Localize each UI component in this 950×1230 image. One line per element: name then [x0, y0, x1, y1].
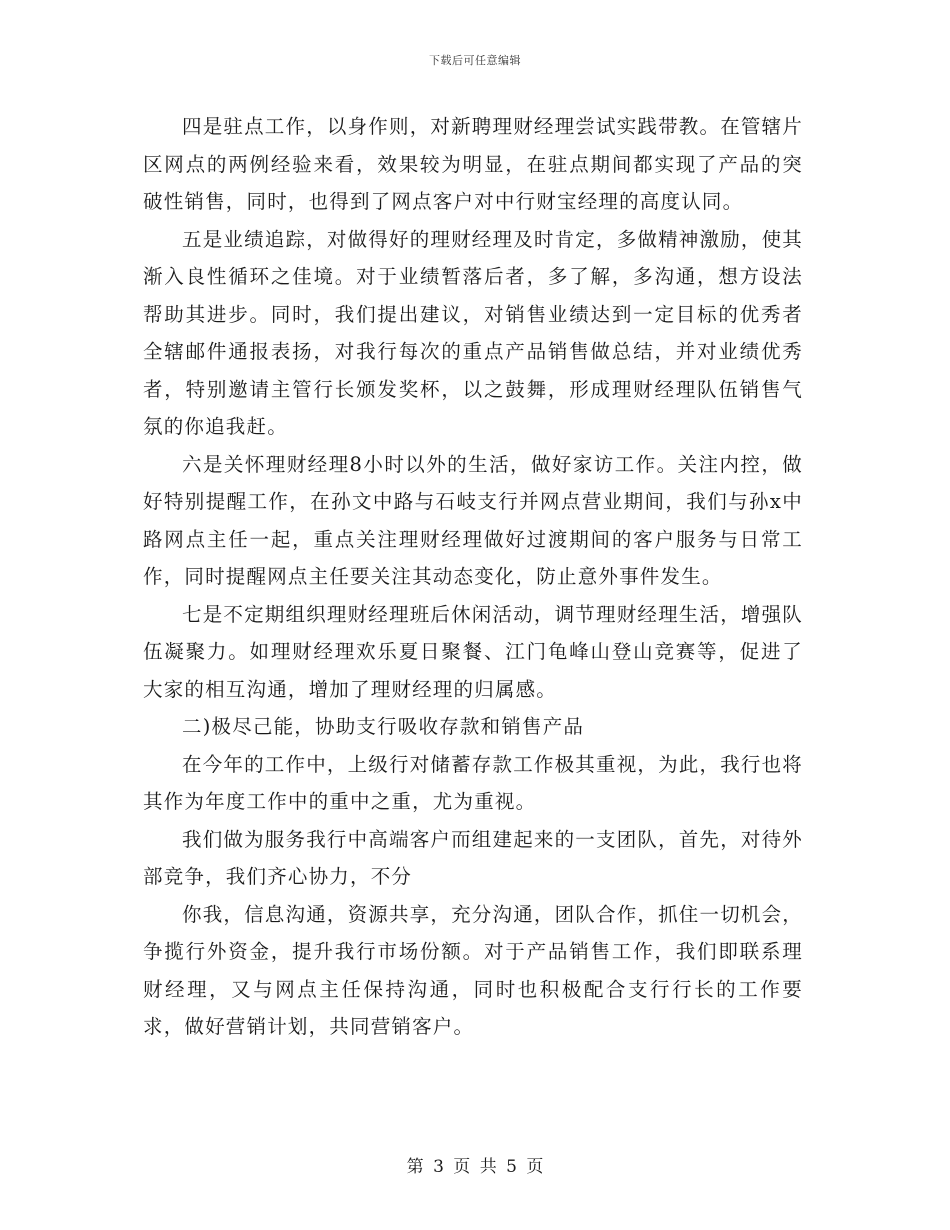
paragraph-item-7: 七是不定期组织理财经理班后休闲活动，调节理财经理生活，增强队伍凝聚力。如理财经理欢乐夏日聚餐、江门龟峰山登山竞赛等，促进了大家的相互沟通，增加了理财经理的归属感。 [143, 602, 804, 701]
section-heading: 二)极尽己能，协助支行吸收存款和销售产品 [182, 715, 585, 738]
document-body [143, 108, 803, 1046]
page-header: 下载后可任意编辑 [429, 54, 521, 67]
paragraph-team: 我们做为服务我行中高端客户而组建起来的一支团队，首先，对待外部竞争，我们齐心协力，不分 [143, 827, 804, 888]
paragraph-item-6: 六是关怀理财经理8小时以外的生活，做好家访工作。关注内控，做好特别提醒工作，在孙文中路与石岐支行并网点营业期间，我们与孙x中路网点主任一起，重点关注理财经理做好过渡期间的客户服务与日常工作，同时提醒网点主任要关注其动态变化，防止意外事件发生。 [143, 452, 803, 588]
paragraph-item-5: 五是业绩追踪，对做得好的理财经理及时肯定，多做精神激励，使其渐入良性循环之佳境。对于业绩暂落后者，多了解，多沟通，想方设法帮助其进步。同时，我们提出建议，对销售业绩达到一定目标的优秀者全辖邮件通报表扬，对我行每次的重点产品销售做总结，并对业绩优秀者，特别邀请主管行长颁发奖杯，以之鼓舞，形成理财经理队伍销售气氛的你追我赶。 [143, 227, 804, 438]
paragraph-cooperation: 你我，信息沟通，资源共享，充分沟通，团队合作，抓住一切机会，争揽行外资金，提升我行市场份额。对于产品销售工作，我们即联系理财经理，又与网点主任保持沟通，同时也积极配合支行行长的工作要求，做好营销计划，共同营销客户。 [143, 902, 804, 1038]
paragraph-item-4: 四是驻点工作，以身作则，对新聘理财经理尝试实践带教。在管辖片区网点的两例经验来看，效果较为明显，在驻点期间都实现了产品的突破性销售，同时，也得到了网点客户对中行财宝经理的高度认同。 [143, 115, 804, 213]
paragraph-deposits: 在今年的工作中，上级行对储蓄存款工作极其重视，为此，我行也将其作为年度工作中的重中之重，尤为重视。 [143, 752, 804, 813]
page-number-footer: 第 3 页 共 5 页 [406, 1157, 544, 1177]
